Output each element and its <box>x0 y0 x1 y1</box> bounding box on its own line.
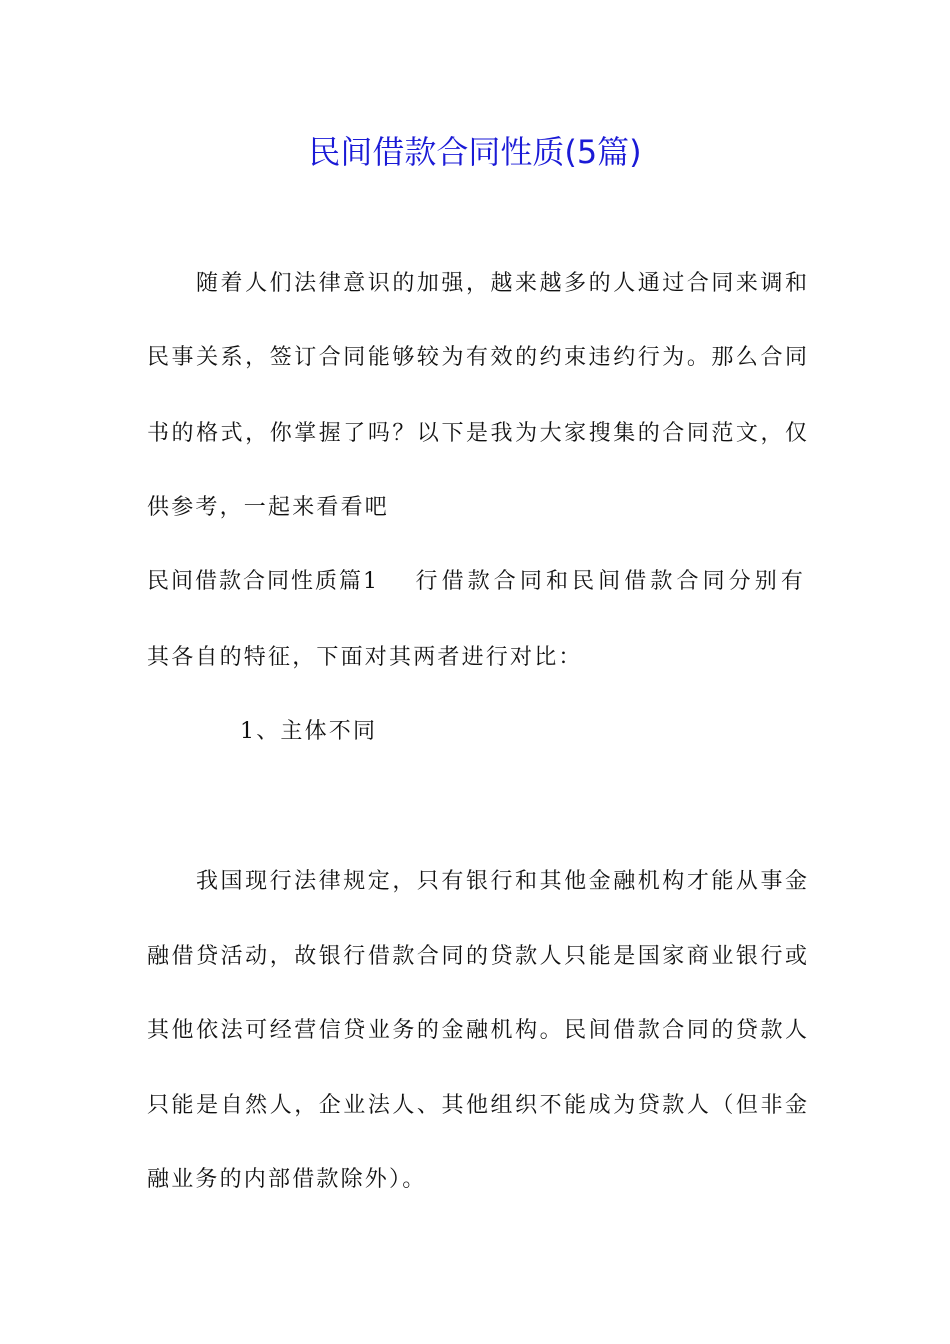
section-1-para-line-3: 其他依法可经营信贷业务的金融机构。民间借款合同的贷款人 <box>147 1018 807 1043</box>
section-1-para-line-1: 我国现行法律规定，只有银行和其他金融机构才能从事金 <box>196 869 807 894</box>
section-1-item-1: 1、主体不同 <box>240 719 378 744</box>
section-1-para-line-2: 融借贷活动，故银行借款合同的贷款人只能是国家商业银行或 <box>147 944 807 969</box>
section-1-heading-continuation: 行借款合同和民间借款合同分别有 <box>415 569 807 594</box>
section-1-para-line-5: 融业务的内部借款除外）。 <box>147 1167 427 1192</box>
intro-line-3: 书的格式，你掌握了吗？以下是我为大家搜集的合同范文，仅 <box>147 421 807 446</box>
intro-line-2: 民事关系，签订合同能够较为有效的约束违约行为。那么合同 <box>147 345 807 370</box>
section-1-para-line-4: 只能是自然人，企业法人、其他组织不能成为贷款人（但非金 <box>147 1093 807 1118</box>
section-1-heading: 民间借款合同性质篇1 <box>147 569 379 594</box>
section-1-heading-row <box>147 566 807 598</box>
section-1-line-2: 其各自的特征，下面对其两者进行对比： <box>147 645 583 670</box>
document-title: 民间借款合同性质(5篇) <box>308 133 642 171</box>
intro-line-4: 供参考，一起来看看吧 <box>147 495 390 520</box>
intro-line-1: 随着人们法律意识的加强，越来越多的人通过合同来调和 <box>196 271 807 296</box>
